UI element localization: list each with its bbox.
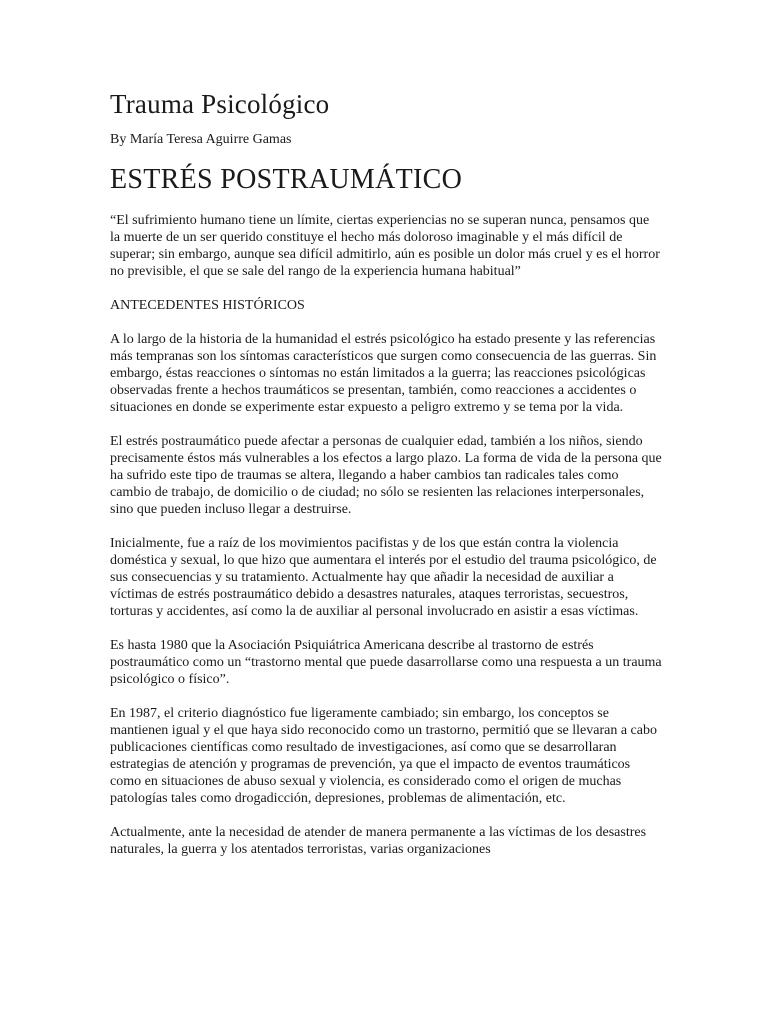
document-page (110, 86, 662, 858)
epigraph-quote: “El sufrimiento humano tiene un límite, ciertas experiencias no se superan nunca, pensamos que la muerte de un ser querido constituye el hecho más doloroso imaginable y el más difícil de superar; sin embargo, aunque sea difícil admitirlo, aún es posible un dolor más cruel y es el horror no previsible, el que se sale del rango de la experiencia humana habitual” (110, 213, 660, 279)
subsection-heading: ANTECEDENTES HISTÓRICOS (110, 298, 305, 313)
author-byline: By María Teresa Aguirre Gamas (110, 132, 292, 147)
body-paragraph: Actualmente, ante la necesidad de atender de manera permanente a las víctimas de los desastres naturales, la guerra y los atentados terroristas, varias organizaciones (110, 825, 647, 857)
document-title: Trauma Psicológico (110, 89, 330, 119)
body-paragraph: Es hasta 1980 que la Asociación Psiquiátrica Americana describe al trastorno de estrés postraumático como un “trastorno mental que puede dasarrollarse como una respuesta a un trauma psicológico o físico”. (110, 638, 662, 687)
section-heading: ESTRÉS POSTRAUMÁTICO (110, 164, 463, 195)
body-paragraph: Inicialmente, fue a raíz de los movimientos pacifistas y de los que están contra la violencia doméstica y sexual, lo que hizo que aumentara el interés por el estudio del trauma psicológico, de sus consecuencias y su tratamiento. Actualmente hay que añadir la necesidad de auxiliar a víctimas de estrés postraumático debido a desastres naturales, ataques terroristas, secuestros, torturas y accidentes, así como la de auxiliar al personal involucrado en asistir a esas víctimas. (110, 536, 657, 619)
body-paragraph: En 1987, el criterio diagnóstico fue ligeramente cambiado; sin embargo, los conceptos se mantienen igual y el que haya sido reconocido como un trastorno, permitió que se llevaran a cabo publicaciones científicas como resultado de investigaciones, así como que se desarrollaran estrategias de atención y programas de prevención, ya que el impacto de eventos traumáticos como en situaciones de abuso sexual y violencia, es considerado como el origen de muchas patologías tales como drogadicción, depresiones, problemas de alimentación, etc. (110, 706, 657, 806)
body-paragraph: El estrés postraumático puede afectar a personas de cualquier edad, también a los niños, siendo precisamente éstos más vulnerables a los efectos a largo plazo. La forma de vida de la persona que ha sufrido este tipo de traumas se altera, llegando a haber cambios tan radicales tales como cambio de trabajo, de domicilio o de ciudad; no sólo se resienten las relaciones interpersonales, sino que pueden incluso llegar a destruirse. (110, 434, 662, 517)
body-paragraph: A lo largo de la historia de la humanidad el estrés psicológico ha estado presente y las referencias más tempranas son los síntomas característicos que surgen como consecuencia de las guerras. Sin embargo, éstas reacciones o síntomas no están limitados a la guerra; las reacciones psicológicas observadas frente a hechos traumáticos se presentan, también, como reacciones a accidentes o situaciones en donde se experimente estar expuesto a peligro extremo y se tema por la vida. (110, 332, 657, 415)
